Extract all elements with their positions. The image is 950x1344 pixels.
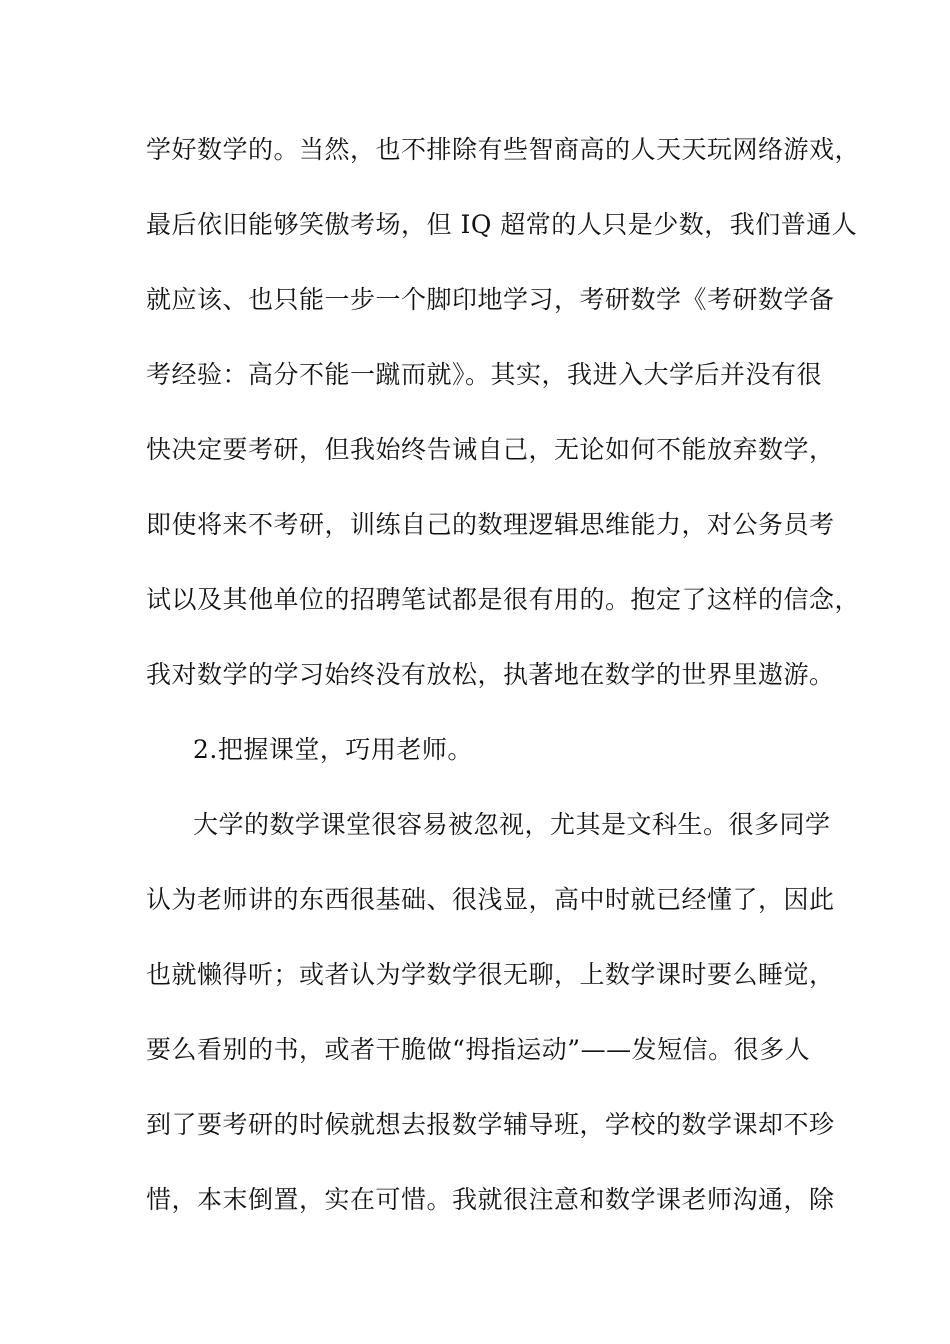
text-line-1: 学好数学的。当然，也不排除有些智商高的人天天玩网络游戏，: [146, 135, 861, 164]
text-line-11: 认为老师讲的东西很基础、很浅显，高中时就已经懂了，因此: [146, 885, 835, 914]
text-line-3: 就应该、也只能一步一个脚印地学习，考研数学《考研数学备: [146, 285, 835, 314]
text-line-4: 考经验：高分不能一蹴而就》。其实，我进入大学后并没有很: [146, 360, 823, 389]
text-line-6: 即使将来不考研，训练自己的数理逻辑思维能力，对公务员考: [146, 510, 835, 539]
text-line-2: 最后依旧能够笑傲考场，但 IQ 超常的人只是少数，我们普通人: [146, 210, 858, 239]
text-line-14: 到了要考研的时候就想去报数学辅导班，学校的数学课却不珍: [146, 1110, 835, 1139]
text-line-13: 要么看别的书，或者干脆做“拇指运动”——发短信。很多人: [146, 1035, 811, 1064]
text-line-8: 我对数学的学习始终没有放松，执著地在数学的世界里遨游。: [146, 660, 835, 689]
text-line-10: 大学的数学课堂很容易被忽视，尤其是文科生。很多同学: [193, 810, 831, 839]
text-line-5: 快决定要考研，但我始终告诫自己，无论如何不能放弃数学，: [146, 435, 835, 464]
text-line-12: 也就懒得听；或者认为学数学很无聊，上数学课时要么睡觉，: [146, 960, 835, 989]
text-line-7: 试以及其他单位的招聘笔试都是很有用的。抱定了这样的信念，: [146, 585, 861, 614]
section-heading: 2.把握课堂，巧用老师。: [193, 735, 473, 764]
text-line-15: 惜，本末倒置，实在可惜。我就很注意和数学课老师沟通，除: [146, 1185, 835, 1214]
